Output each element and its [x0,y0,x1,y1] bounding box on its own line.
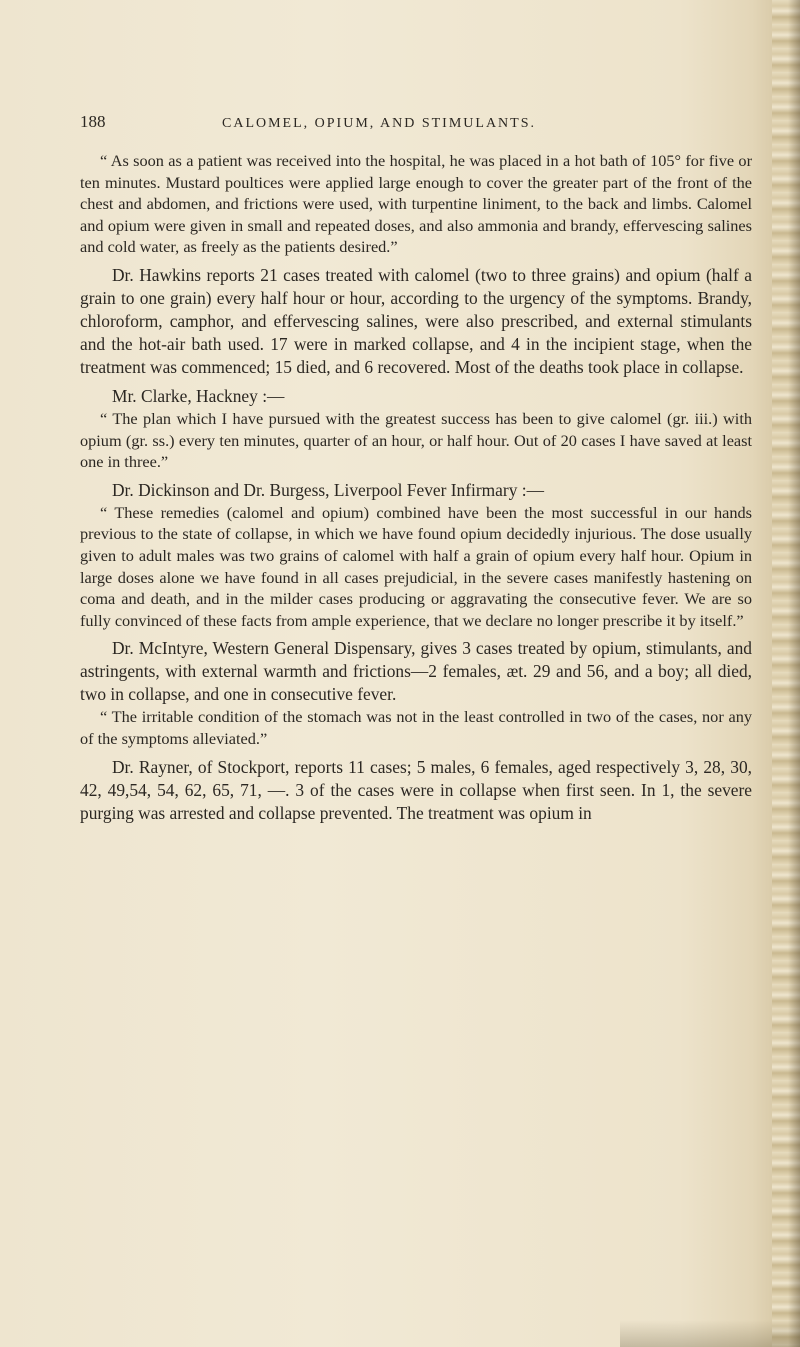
paragraph-clarke: Mr. Clarke, Hackney :— [112,385,285,406]
paragraph-rayner: Dr. Rayner, of Stockport, reports 11 cases; 5 males, 6 females, aged respectively 3, 28, 30, 42, 49,54, 54, 62, 65, 71, —. 3 of the cases were in collapse when first seen. In 1, the severe purging was arrested and collapse prevented. The treatment was opium in [80,756,752,823]
quote-paragraph: “ The plan which I have pursued with the greatest success has been to give calomel (gr. iii.) with opium (gr. ss.) every ten minutes, quarter of an hour, or half hour. Out of 20 cases I have saved at least one in three.” [80,408,752,472]
quote-paragraph: “ These remedies (calomel and opium) combined have been the most successful in our hands previous to the state of collapse, in which we have found opium decidedly injurious. The dose usually given to adult males was two grains of calomel with half a grain of opium every half hour. Opium in large doses alone we have found in all cases prejudicial, in the severe cases manifestly hastening on coma and death, and in the milder cases producing or aggravating the consecutive fever. We are so fully convinced of these facts from ample experience, that we declare no longer prescribe it by itself.” [80,502,752,630]
page-body [80,150,752,825]
page-header [80,112,752,134]
page-edge-shadow [788,0,800,1347]
quote-paragraph: “ The irritable condition of the stomach was not in the least controlled in two of the cases, nor any of the symptoms alleviated.” [80,707,752,748]
paragraph-mcintyre: Dr. McIntyre, Western General Dispensary, gives 3 cases treated by opium, stimulants, and astringents, with external warmth and frictions—2 females, æt. 29 and 56, and a boy; all died, two in collapse, and one in consecutive fever. [80,638,752,705]
page-number: 188 [80,112,106,131]
page-corner-shadow [620,1320,800,1347]
running-head: CALOMEL, OPIUM, AND STIMULANTS. [222,116,537,131]
quote-paragraph: “ As soon as a patient was received into the hospital, he was placed in a hot bath of 105° for five or ten minutes. Mustard poultices were applied large enough to cover the greater part of the front of the chest and abdomen, and frictions were used, with turpentine liniment, to the back and limbs. Calomel and opium were given in small and repeated doses, and also ammonia and brandy, effervescing salines and cold water, as freely as the patients desired.” [80,151,752,257]
paragraph-hawkins: Dr. Hawkins reports 21 cases treated with calomel (two to three grains) and opium (half a grain to one grain) every half hour or hour, according to the urgency of the symptoms. Brandy, chloroform, camphor, and effervescing salines, were also prescribed, and external stimulants and the hot-air bath used. 17 were in marked collapse, and 4 in the incipient stage, when the treatment was commenced; 15 died, and 6 recovered. Most of the deaths took place in collapse. [80,264,752,377]
paragraph-dickinson: Dr. Dickinson and Dr. Burgess, Liverpool Fever Infirmary :— [112,479,544,500]
